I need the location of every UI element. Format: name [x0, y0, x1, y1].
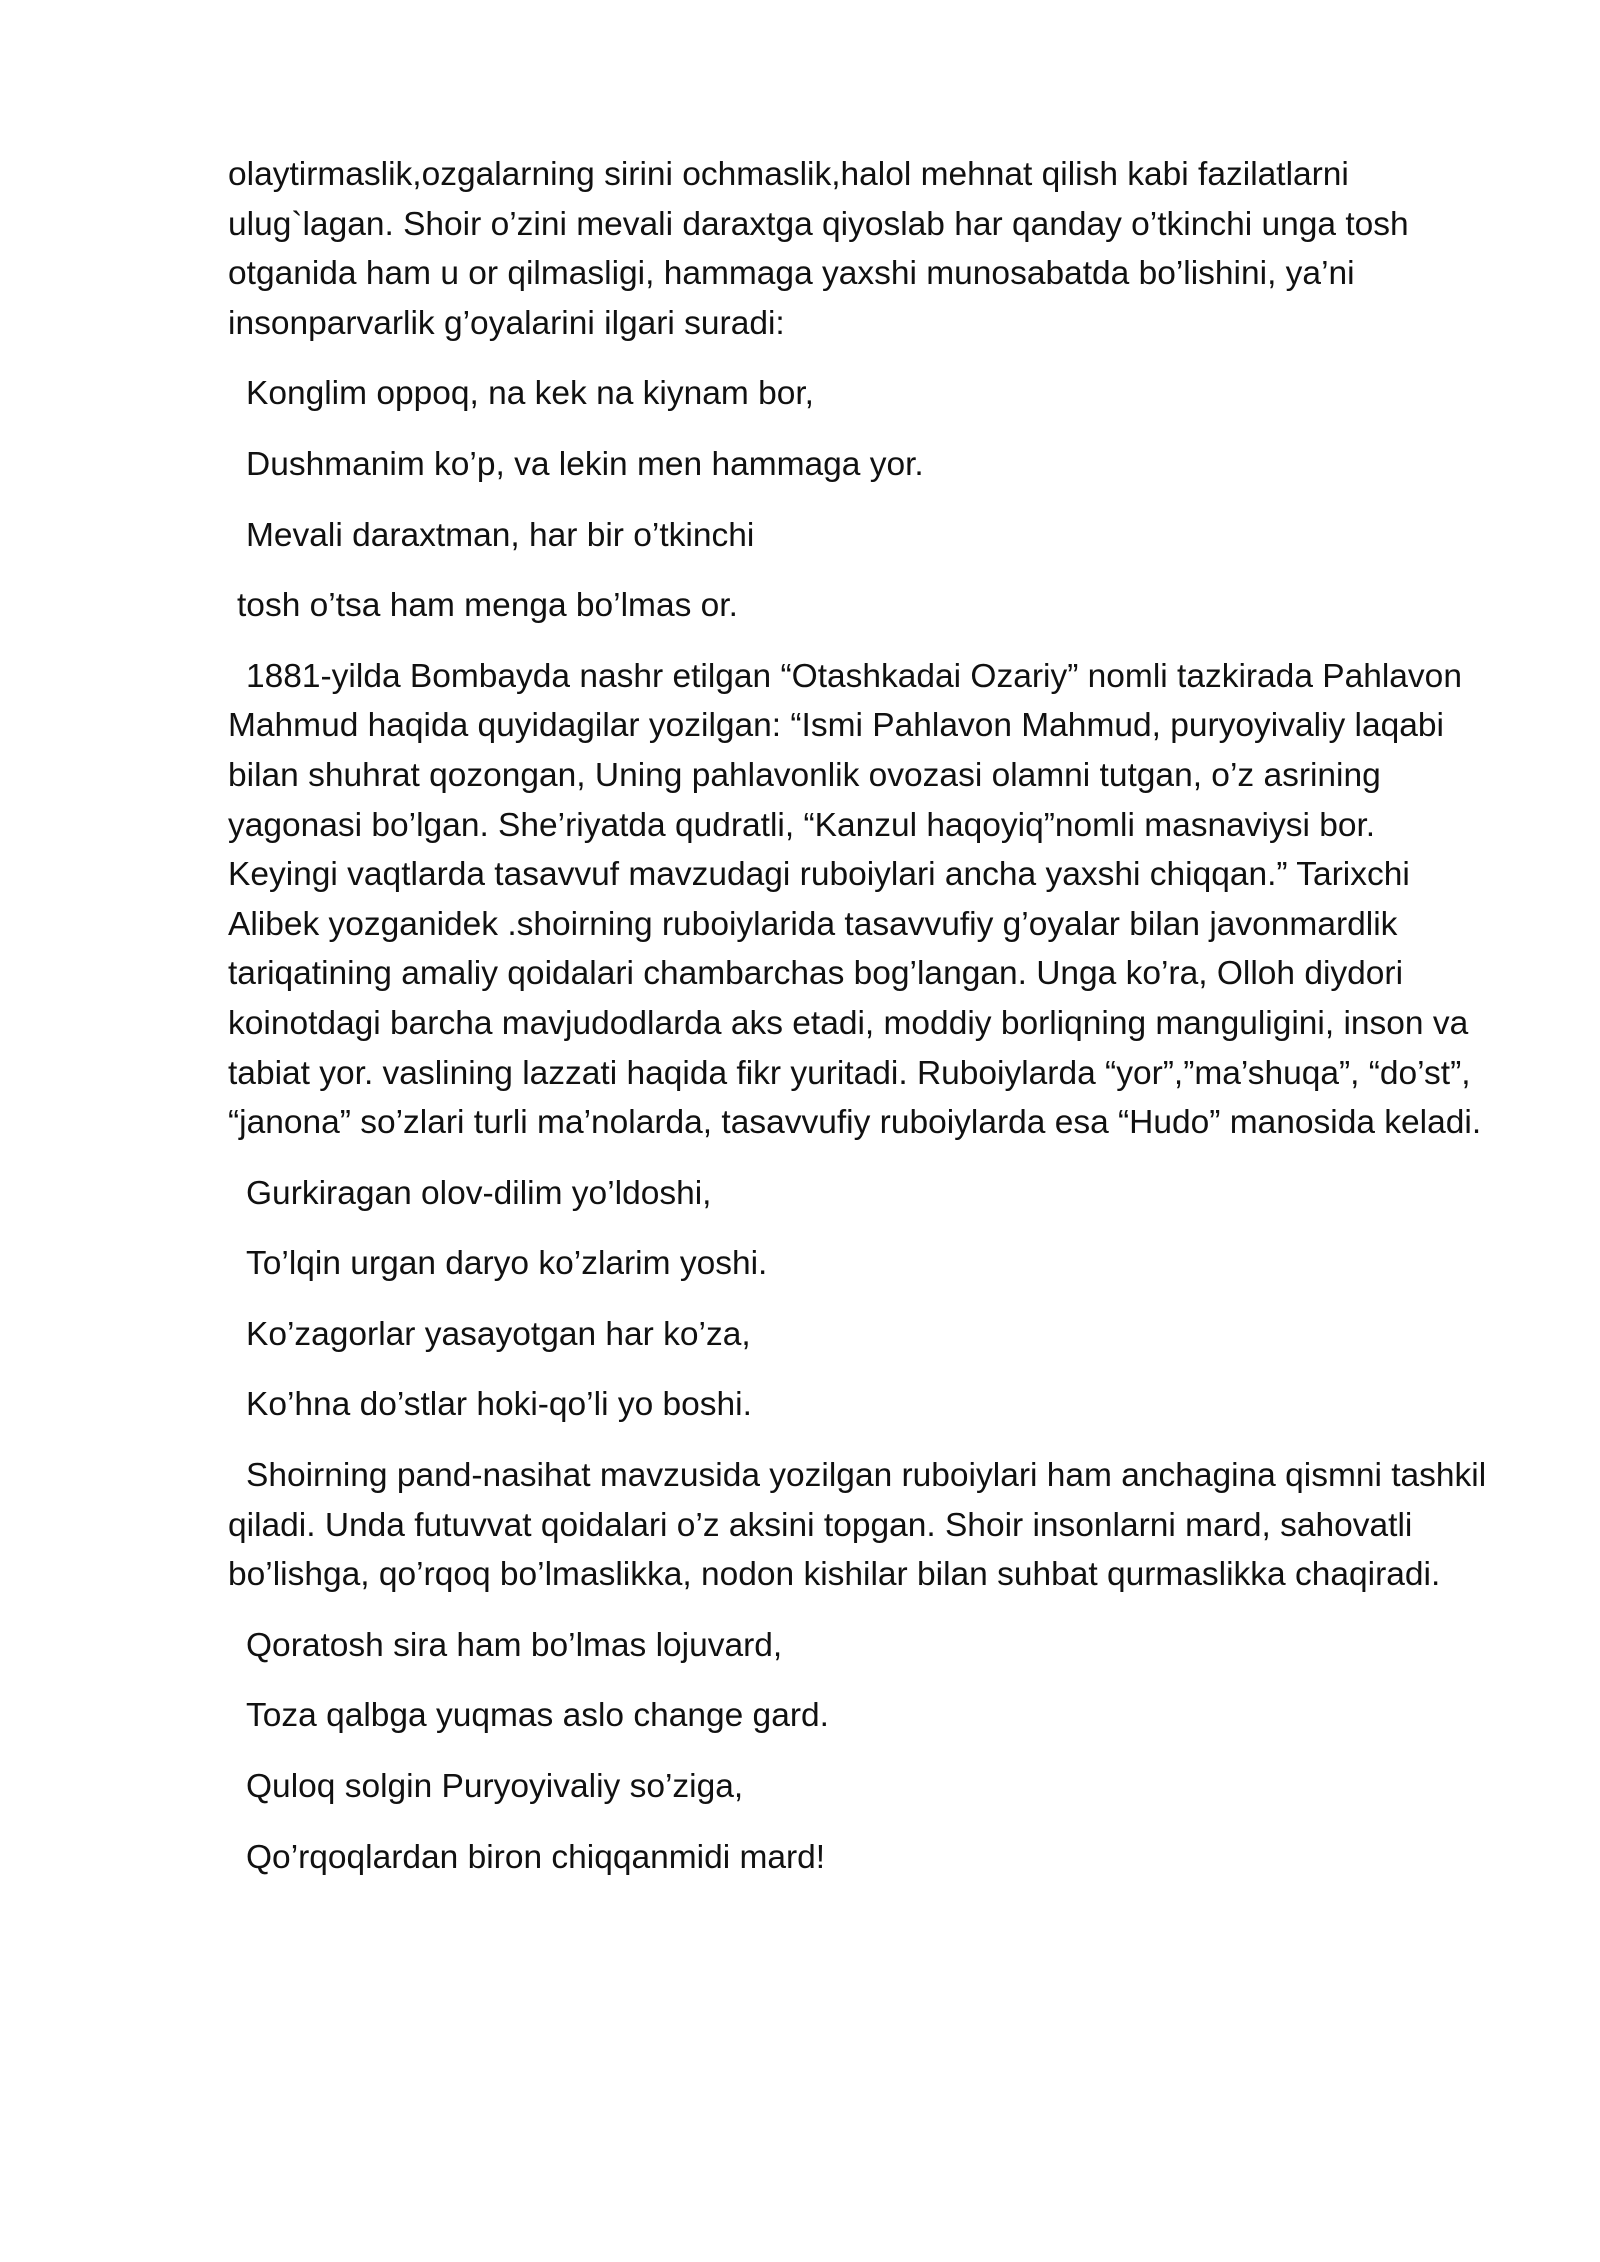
verse-line: tosh o’tsa ham menga bo’lmas or.: [237, 587, 738, 625]
verse-line: Gurkiragan olov-dilim yo’ldoshi,: [246, 1174, 712, 1212]
verse-line: Quloq solgin Puryoyivaliy so’ziga,: [246, 1768, 744, 1806]
paragraph-1: olaytirmaslik,ozgalarning sirini ochmaslik,halol mehnat qilish kabi fazilatlarni ulug`lagan. Shoir o’zini mevali daraxtga qiyoslab har qanday o’tkinchi unga tosh otganida ham u or qilmasligi, hammaga yaxshi munosabatda bo’lishini, ya’ni insonparvarlik g’oyalarini ilgari suradi:: [228, 156, 1409, 342]
verse-line: Toza qalbga yuqmas aslo change gard.: [246, 1697, 829, 1735]
verse-line: Qoratosh sira ham bo’lmas lojuvard,: [246, 1626, 783, 1664]
verse-line: Qo’rqoqlardan biron chiqqanmidi mard!: [246, 1838, 826, 1876]
verse-line: To’lqin urgan daryo ko’zlarim yoshi.: [246, 1245, 768, 1283]
verse-2: [228, 1169, 1490, 1430]
paragraph-3: Shoirning pand-nasihat mavzusida yozilgan ruboiylari ham anchagina qismni tashkil qiladi. Unda futuvvat qoidalari o’z aksini topgan. Shoir insonlarni mard, sahovatli bo’lishga, qo’rqoq bo’lmaslikka, nodon kishilar bilan suhbat qurmaslikka chaqiradi.: [228, 1457, 1487, 1594]
verse-line: Mevali daraxtman, har bir o’tkinchi: [246, 516, 755, 554]
verse-line: Konglim oppoq, na kek na kiynam bor,: [246, 375, 814, 413]
verse-line: Dushmanim ko’p, va lekin men hammaga yor.: [246, 445, 924, 483]
verse-line: Ko’hna do’stlar hoki-qo’li yo boshi.: [246, 1386, 752, 1424]
verse-3: [228, 1621, 1490, 1882]
verse-1: [228, 369, 1490, 630]
paragraph-2: 1881-yilda Bombayda nashr etilgan “Otashkadai Ozariy” nomli tazkirada Pahlavon Mahmud haqida quyidagilar yozilgan: “Ismi Pahlavon Mahmud, puryoyivaliy laqabi bilan shuhrat qozongan, Uning pahlavonlik ovozasi olamni tutgan, o’z asrining yagonasi bo’lgan. She’riyatda qudratli, “Kanzul haqoyiq”nomli masnaviysi bor. Keyingi vaqtlarda tasavvuf mavzudagi ruboiylari ancha yaxshi chiqqan.” Tarixchi Alibek yozganidek .shoirning ruboiylarida tasavvufiy g’oyalar bilan javonmardlik tariqatining amaliy qoidalari chambarchas bog’langan. Unga ko’ra, Olloh diydori koinotdagi barcha mavjudodlarda aks etadi, moddiy borliqning manguligini, inson va tabiat yor. vaslining lazzati haqida fikr yuritadi. Ruboiylarda “yor”,”ma’shuqa”, “do’st”, “janona” so’zlari turli ma’nolarda, tasavvufiy ruboiylarda esa “Hudo” manosida keladi.: [228, 657, 1482, 1142]
verse-line: Ko’zagorlar yasayotgan har ko’za,: [246, 1315, 751, 1353]
document-page: [228, 150, 1490, 1903]
